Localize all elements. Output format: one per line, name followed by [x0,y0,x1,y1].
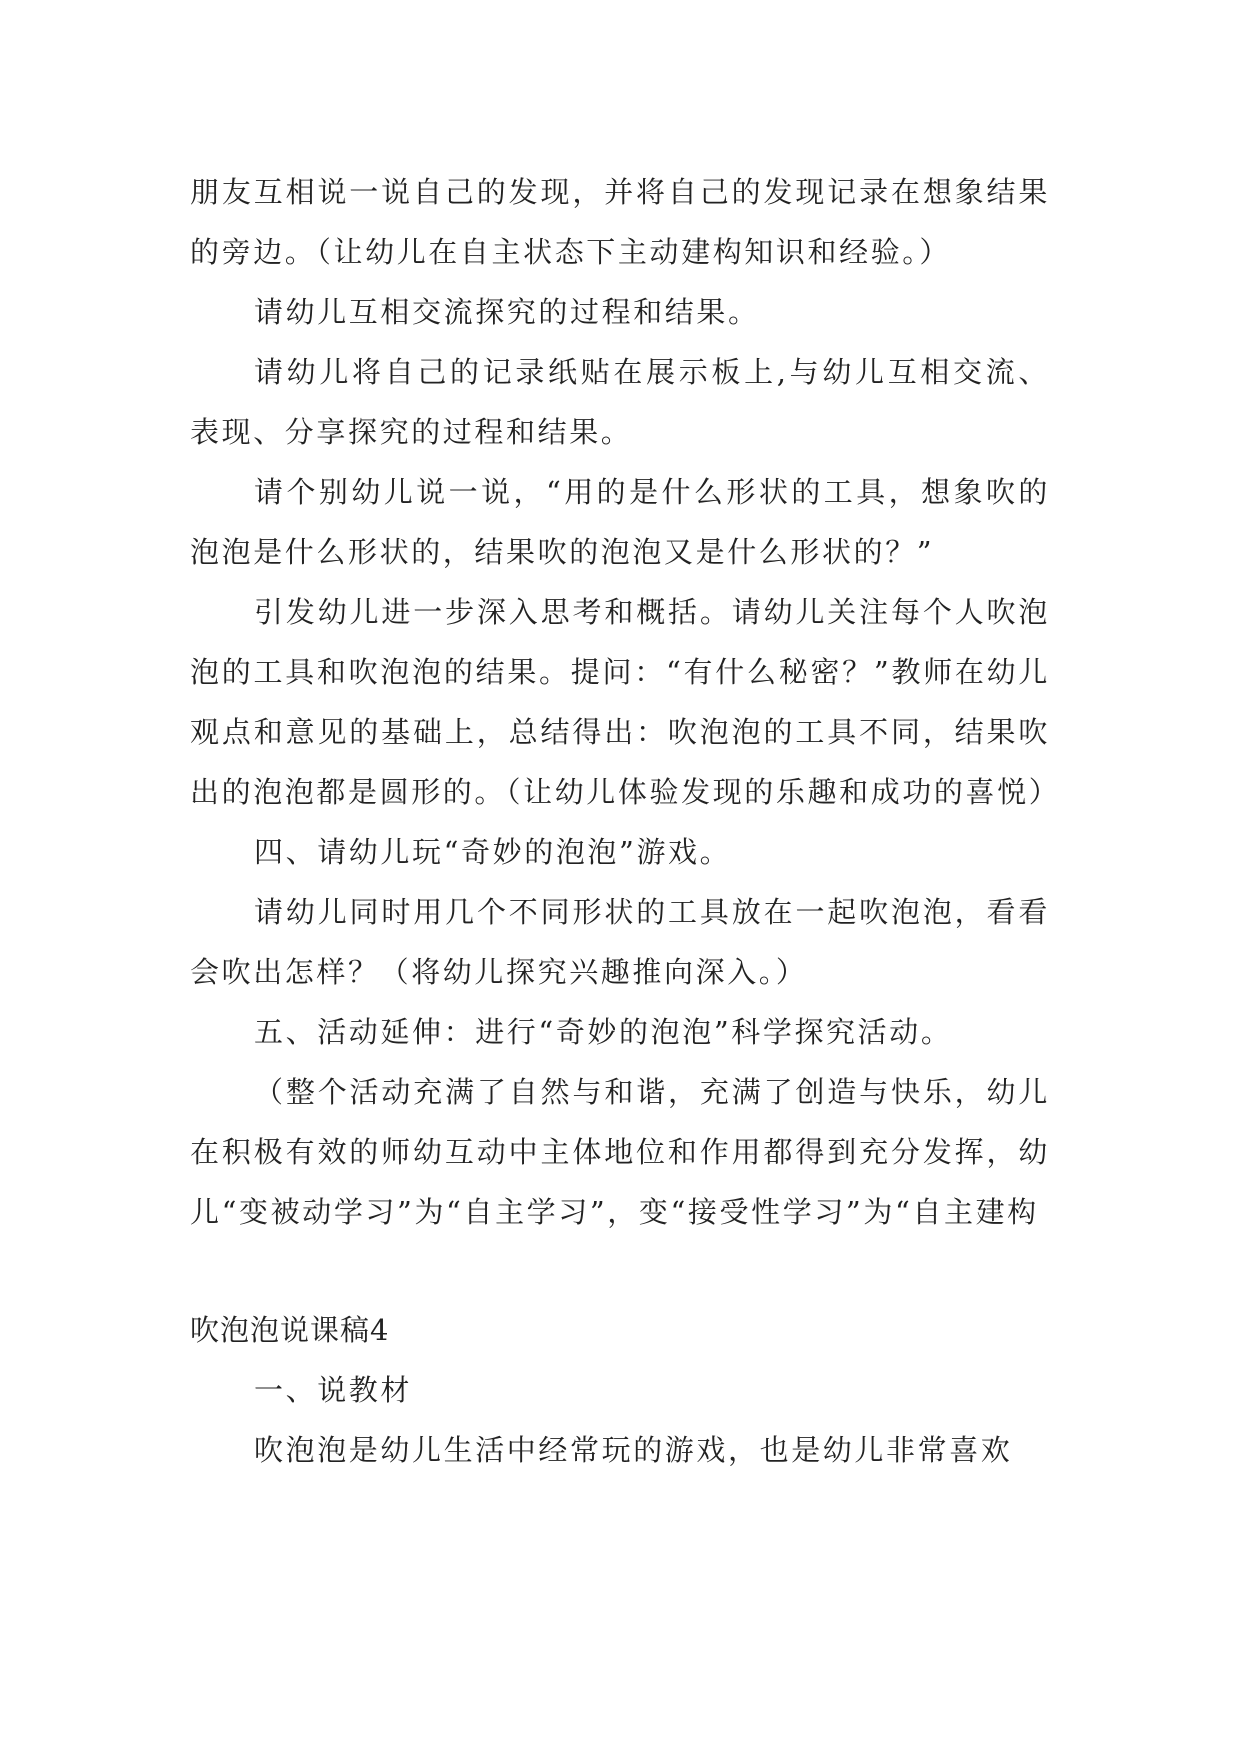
paragraph: 请幼儿将自己的记录纸贴在展示板上,与幼儿互相交流、表现、分享探究的过程和结果。 [190,355,1050,449]
paragraph: 吹泡泡是幼儿生活中经常玩的游戏，也是幼儿非常喜欢 [254,1433,1013,1467]
section-title: 吹泡泡说课稿4 [190,1313,390,1347]
paragraph: 四、请幼儿玩“奇妙的泡泡”游戏。 [254,835,732,869]
paragraph: 五、活动延伸：进行“奇妙的泡泡”科学探究活动。 [254,1015,953,1049]
document-body [190,162,1061,1480]
paragraph: 引发幼儿进一步深入思考和概括。请幼儿关注每个人吹泡泡的工具和吹泡泡的结果。提问：“有什么秘密？”教师在幼儿观点和意见的基础上，总结得出：吹泡泡的工具不同，结果吹出的泡泡都是圆形的。（让幼儿体验发现的乐趣和成功的喜悦） [190,595,1061,809]
paragraph: （整个活动充满了自然与和谐，充满了创造与快乐，幼儿在积极有效的师幼互动中主体地位和作用都得到充分发挥，幼儿“变被动学习”为“自主学习”，变“接受性学习”为“自主建构 [190,1075,1050,1229]
paragraph: 请幼儿同时用几个不同形状的工具放在一起吹泡泡，看看会吹出怎样？（将幼儿探究兴趣推向深入。） [190,895,1050,989]
paragraph: 一、说教材 [254,1373,413,1407]
section-gap [190,1242,1050,1300]
paragraph: 请个别幼儿说一说，“用的是什么形状的工具，想象吹的泡泡是什么形状的，结果吹的泡泡又是什么形状的？” [190,475,1050,569]
paragraph: 朋友互相说一说自己的发现，并将自己的发现记录在想象结果的旁边。（让幼儿在自主状态下主动建构知识和经验。） [190,175,1050,269]
paragraph: 请幼儿互相交流探究的过程和结果。 [254,295,760,329]
